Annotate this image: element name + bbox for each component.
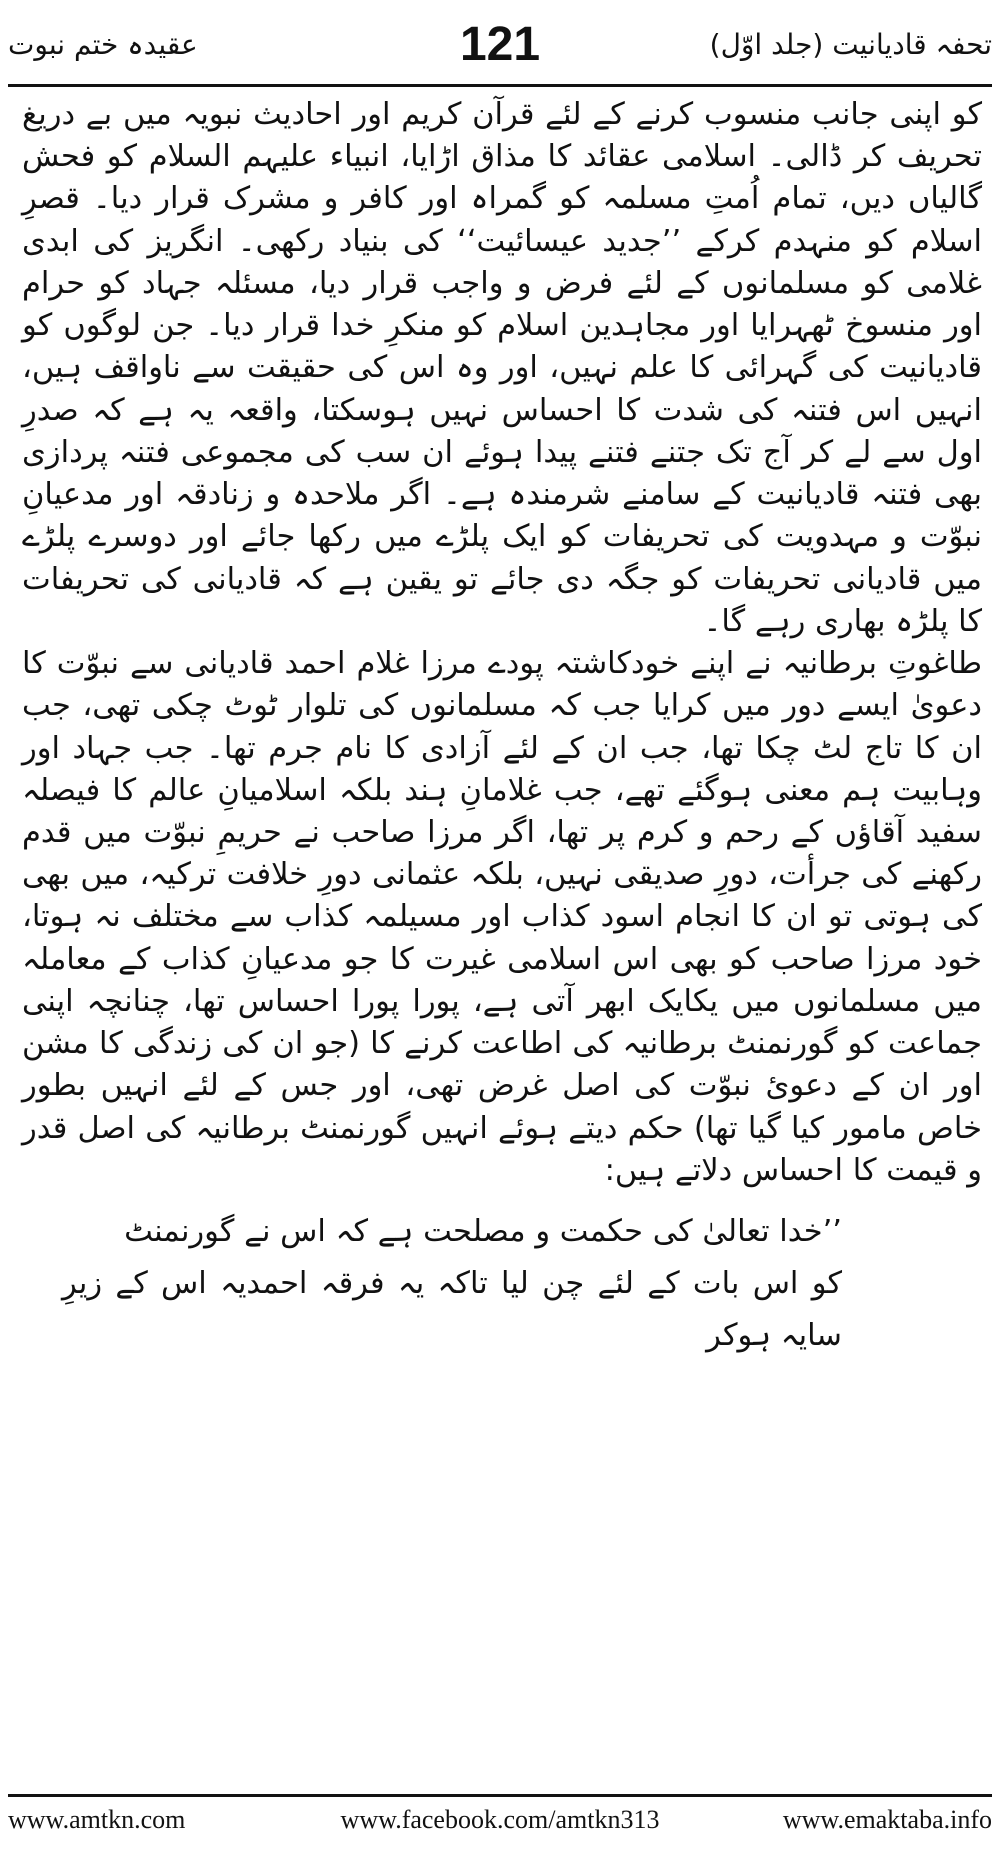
page-header <box>8 18 992 80</box>
paragraph-1: کو اپنی جانب منسوب کرنے کے لئے قرآن کریم اور احادیث نبویہ میں بے دریغ تحریف کر ڈالی۔ اسلامی عقائد کا مذاق اڑایا، انبیاء علیہم السلام کو فحش گالیاں دیں، تمام اُمتِ مسلمہ کو گمراہ اور کافر و مشرک قرار دیا۔ قصرِ اسلام کو منہدم کرکے ’’جدید عیسائیت‘‘ کی بنیاد رکھی۔ انگریز کی ابدی غلامی کو مسلمانوں کے لئے فرض و واجب قرار دیا، مسئلہ جہاد کو حرام اور منسوخ ٹھہرایا اور مجاہدین اسلام کو منکرِ خدا قرار دیا۔ جن لوگوں کو قادیانیت کی گہرائی کا علم نہیں، اور وہ اس کی حقیقت سے ناواقف ہیں، انہیں اس فتنہ کی شدت کا احساس نہیں ہوسکتا، واقعہ یہ ہے کہ صدرِ اول سے لے کر آج تک جتنے فتنے پیدا ہوئے ان سب کی مجموعی فتنہ پردازی بھی فتنہ قادیانیت کے سامنے شرمندہ ہے۔ اگر ملاحدہ و زنادقہ اور مدعیانِ نبوّت و مہدویت کی تحریفات کو ایک پلڑے میں رکھا جائے اور دوسرے پلڑے میں قادیانی تحریفات کو جگہ دی جائے تو یقین ہے کہ قادیانی کی تحریفات کا پلڑہ بھاری رہے گا۔ <box>22 97 982 639</box>
book-title: تحفہ قادیانیت (جلد اوّل) <box>709 28 992 61</box>
page-body <box>22 94 982 1776</box>
footer-link-amtkn: www.amtkn.com <box>8 1805 186 1834</box>
section-title: عقیدہ ختم نبوت <box>8 28 198 61</box>
footer-divider <box>8 1794 992 1797</box>
page-number: 121 <box>459 18 541 71</box>
paragraph-2: طاغوتِ برطانیہ نے اپنے خودکاشتہ پودے مرزا غلام احمد قادیانی سے نبوّت کا دعویٰ ایسے دور میں کرایا جب کہ مسلمانوں کی تلوار ٹوٹ چکی تھی، جب ان کا تاج لٹ چکا تھا، جب ان کے لئے آزادی کا نام جرم تھا۔ جب جہاد اور وہابیت ہم معنی ہوگئے تھے، جب غلامانِ ہند بلکہ اسلامیانِ عالم کا فیصلہ سفید آقاؤں کے رحم و کرم پر تھا، اگر مرزا صاحب نے حریمِ نبوّت میں قدم رکھنے کی جرأت، دورِ صدیقی نہیں، بلکہ عثمانی دورِ خلافت ترکیہ، میں بھی کی ہوتی تو ان کا انجام اسود کذاب اور مسیلمہ کذاب سے مختلف نہ ہوتا، خود مرزا صاحب کو بھی اس اسلامی غیرت کا جو مدعیانِ کذاب کے معاملہ میں مسلمانوں میں یکایک ابھر آتی ہے، پورا پورا احساس تھا، چنانچہ اپنی جماعت کو گورنمنٹ برطانیہ کی اطاعت کرنے کا (جو ان کی زندگی کا مشن اور ان کے دعویٔ نبوّت کی اصل غرض تھی، اور جس کے لئے انہیں بطور خاص مامور کیا گیا تھا) حکم دیتے ہوئے انہیں گورنمنٹ برطانیہ کی اصل قدر و قیمت کا احساس دلاتے ہیں: <box>22 646 982 1188</box>
page-footer <box>8 1803 992 1839</box>
quote-line-1: ’’خدا تعالیٰ کی حکمت و مصلحت ہے کہ اس نے گورنمنٹ <box>124 1214 842 1250</box>
quote-line-2: کو اس بات کے لئے چن لیا تاکہ یہ فرقہ احمدیہ اس کے زیرِ سایہ ہوکر <box>62 1265 842 1353</box>
footer-link-facebook: www.facebook.com/amtkn313 <box>340 1805 660 1834</box>
footer-link-emaktaba: www.emaktaba.info <box>782 1805 992 1834</box>
block-quote <box>22 1206 982 1362</box>
header-divider <box>8 84 992 87</box>
